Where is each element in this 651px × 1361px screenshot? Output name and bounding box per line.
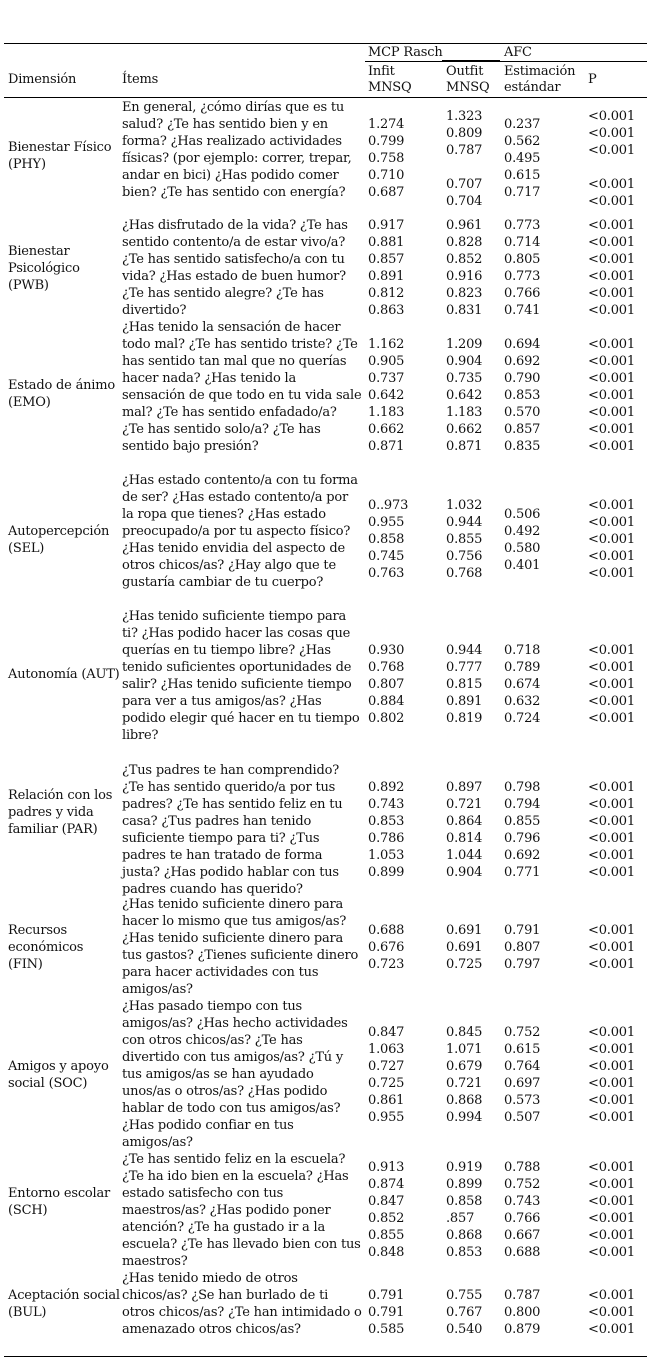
cell-value: 0.506 — [504, 507, 541, 522]
cell-value: 0.863 — [368, 303, 405, 318]
cell-value: <0.001 — [588, 1042, 635, 1057]
infit-mnsq-values — [368, 217, 404, 319]
cell-value: 0.794 — [504, 797, 541, 812]
cell-value: 0.745 — [368, 549, 405, 564]
cell-value: 0.892 — [368, 780, 405, 795]
cell-value: 0.735 — [446, 371, 483, 386]
cell-value: <0.001 — [588, 422, 635, 437]
cell-value: <0.001 — [588, 694, 635, 709]
cell-value: 0.615 — [504, 168, 541, 183]
cell-value: 0.707 — [446, 177, 483, 192]
cell-value: 0.662 — [368, 422, 405, 437]
cell-value: 0.786 — [368, 831, 405, 846]
cell-value: 1.053 — [368, 848, 405, 863]
cell-value: 0.642 — [368, 388, 405, 403]
cell-value: <0.001 — [588, 1305, 635, 1320]
cell-value: 0.858 — [446, 1194, 483, 1209]
cell-value: 0.871 — [446, 439, 483, 454]
cell-value: 1.162 — [368, 337, 405, 352]
cell-value: 1.044 — [446, 848, 483, 863]
cell-value: 0.919 — [446, 1160, 483, 1175]
header-infit-line1: Infit — [368, 64, 395, 79]
cell-value: 0.852 — [446, 252, 483, 267]
outfit-mnsq-values — [446, 1159, 482, 1261]
cell-value: 0.721 — [446, 1076, 483, 1091]
cell-value: 0.724 — [504, 711, 541, 726]
cell-value: <0.001 — [588, 235, 635, 250]
dimension-label: Relación con los padres y vida familiar (PAR) — [8, 788, 113, 837]
p-values — [588, 497, 635, 582]
items-text: ¿Has disfrutado de la vida? ¿Te has sentido contento/a de estar vivo/a? ¿Te has sentido satisfecho/a con tu vida? ¿Has estado de buen humor? ¿Te has sentido alegre? ¿Te has divertido? — [122, 218, 348, 318]
outfit-mnsq-values — [446, 779, 482, 881]
items-text: ¿Has tenido suficiente dinero para hacer lo mismo que tus amigos/as? ¿Has tenido suficiente dinero para tus gastos? ¿Tienes suficiente dinero para hacer actividades con tus amigos/as? — [122, 897, 359, 997]
cell-value: <0.001 — [588, 109, 635, 124]
cell-value: 0.718 — [504, 643, 541, 658]
cell-value: 0.819 — [446, 711, 483, 726]
p-values — [588, 336, 635, 455]
items-text: ¿Has tenido suficiente tiempo para ti? ¿Has podido hacer las cosas que querías en tu tiempo libre? ¿Has tenido suficientes oportunidades de salir? ¿Has tenido suficiente tiempo para ver a tus amigos/as? ¿Has podido elegir qué hacer en tu tiempo libre? — [122, 609, 360, 743]
cell-value: 0.771 — [504, 865, 541, 880]
cell-value: 0.773 — [504, 218, 541, 233]
cell-value: .857 — [446, 1211, 475, 1226]
cell-value: <0.001 — [588, 269, 635, 284]
cell-value: 0.874 — [368, 1177, 405, 1192]
cell-value: <0.001 — [588, 865, 635, 880]
header-infit-line2: MNSQ — [368, 80, 412, 95]
cell-value: 0.570 — [504, 405, 541, 420]
items-text: En general, ¿cómo dirías que es tu salud? ¿Te has sentido bien y en forma? ¿Has realizado actividades físicas? (por ejemplo: correr, trepar, andar en bici) ¿Has podido comer bien? ¿Te has sentido con energía? — [122, 100, 352, 200]
cell-value: <0.001 — [588, 1076, 635, 1091]
cell-value: 0.809 — [446, 126, 483, 141]
cell-value: <0.001 — [588, 660, 635, 675]
header-bottom-rule — [4, 97, 647, 98]
cell-value: <0.001 — [588, 532, 635, 547]
cell-value: 0.847 — [368, 1025, 405, 1040]
cell-value: 0.694 — [504, 337, 541, 352]
cell-value: 0.916 — [446, 269, 483, 284]
cell-value: 0.796 — [504, 831, 541, 846]
outfit-mnsq-values — [446, 922, 482, 973]
cell-value: 1.209 — [446, 337, 483, 352]
items-text: ¿Has tenido la sensación de hacer todo mal? ¿Te has sentido triste? ¿Te has sentido tan mal que no querías hacer nada? ¿Has tenido la sensación de que todo en tu vida sale mal? ¿Te has sentido enfadado/a? ¿Te has sentido solo/a? ¿Te has sentido bajo presión? — [122, 320, 362, 454]
cell-value: 0.847 — [368, 1194, 405, 1209]
cell-value: 0.766 — [504, 286, 541, 301]
cell-value: 0.835 — [504, 439, 541, 454]
cell-value: 0.807 — [368, 677, 405, 692]
header-outfit-line1: Outfit — [446, 64, 484, 79]
cell-value: 0.868 — [446, 1228, 483, 1243]
cell-value: <0.001 — [588, 1322, 635, 1337]
cell-value: 0.763 — [368, 566, 405, 581]
items-text: ¿Has pasado tiempo con tus amigos/as? ¿Has hecho actividades con otros chicos/as? ¿Te has divertido con tus amigos/as? ¿Tú y tus amigos/as se han ayudado unos/as o otros/as? ¿Has podido hablar de todo con tus amigos/as? ¿Has podido confiar en tus amigos/as? — [122, 999, 348, 1150]
outfit-mnsq-values — [446, 217, 482, 319]
cell-value: 0.944 — [446, 643, 483, 658]
cell-value: <0.001 — [588, 439, 635, 454]
cell-value: 1.323 — [446, 109, 483, 124]
cell-value: 0.917 — [368, 218, 405, 233]
cell-value: 0.899 — [368, 865, 405, 880]
infit-mnsq-values — [368, 336, 404, 455]
infit-mnsq-values — [368, 1024, 404, 1126]
items-text: ¿Tus padres te han comprendido? ¿Te has sentido querido/a por tus padres? ¿Te has sentido feliz en tu casa? ¿Tus padres han tenido suficiente tiempo para ti? ¿Tus padres te han tratado de forma justa? ¿Has podido hablar con tus padres cuando has querido? — [122, 763, 343, 897]
cell-value: 0.791 — [368, 1305, 405, 1320]
cell-value: 1.183 — [446, 405, 483, 420]
cell-value: 0.692 — [504, 354, 541, 369]
cell-value: 0.737 — [368, 371, 405, 386]
cell-value: 0.691 — [446, 923, 483, 938]
p-values — [588, 1159, 635, 1261]
cell-value: 0.791 — [504, 923, 541, 938]
standard-estimate-values — [504, 779, 540, 881]
cell-value: <0.001 — [588, 940, 635, 955]
cell-value: <0.001 — [588, 303, 635, 318]
cell-value: 0.674 — [504, 677, 541, 692]
cell-value: <0.001 — [588, 286, 635, 301]
cell-value: 0.899 — [446, 1177, 483, 1192]
header-dimension: Dimensión — [8, 72, 77, 87]
dimension-label: Estado de ánimo (EMO) — [8, 378, 115, 410]
cell-value: 0.857 — [368, 252, 405, 267]
cell-value: 0.823 — [446, 286, 483, 301]
cell-value: 0.852 — [368, 1211, 405, 1226]
cell-value: 0.687 — [368, 185, 405, 200]
cell-value: 0.814 — [446, 831, 483, 846]
standard-estimate-values — [504, 922, 540, 973]
items-text: ¿Has tenido miedo de otros chicos/as? ¿Se han burlado de ti otros chicos/as? ¿Te han intimidado o amenazado otros chicos/as? — [122, 1271, 362, 1337]
cell-value: 0.237 — [504, 117, 541, 132]
cell-value: 0..973 — [368, 498, 409, 513]
header-estimate-line1: Estimación — [504, 64, 576, 79]
cell-value: 0.879 — [504, 1322, 541, 1337]
cell-value: 0.743 — [368, 797, 405, 812]
cell-value: <0.001 — [588, 515, 635, 530]
cell-value: 0.904 — [446, 865, 483, 880]
cell-value: 0.714 — [504, 235, 541, 250]
infit-mnsq-values — [368, 779, 404, 881]
standard-estimate-values — [504, 506, 540, 574]
cell-value: 0.807 — [504, 940, 541, 955]
cell-value: <0.001 — [588, 126, 635, 141]
table-top-rule — [4, 43, 647, 44]
cell-value: <0.001 — [588, 1288, 635, 1303]
cell-value: <0.001 — [588, 252, 635, 267]
p-values — [588, 1287, 635, 1338]
cell-value: 0.913 — [368, 1160, 405, 1175]
dimension-label: Aceptación social (BUL) — [8, 1288, 120, 1320]
cell-value: 0.955 — [368, 515, 405, 530]
cell-value: 0.789 — [504, 660, 541, 675]
cell-value: 0.585 — [368, 1322, 405, 1337]
cell-value: 0.752 — [504, 1177, 541, 1192]
infit-mnsq-values — [368, 642, 404, 727]
cell-value: 0.904 — [446, 354, 483, 369]
cell-value: 0.955 — [368, 1110, 405, 1125]
cell-value: 0.773 — [504, 269, 541, 284]
group-divider-thick — [442, 60, 500, 62]
dimension-label: Bienestar Psicológico (PWB) — [8, 244, 80, 293]
outfit-mnsq-values — [446, 1024, 482, 1126]
dimension-label: Entorno escolar (SCH) — [8, 1186, 111, 1218]
cell-value: 0.853 — [446, 1245, 483, 1260]
cell-value: <0.001 — [588, 1059, 635, 1074]
standard-estimate-values — [504, 642, 540, 727]
cell-value: 0.831 — [446, 303, 483, 318]
standard-estimate-values — [504, 1024, 540, 1126]
cell-value: 0.791 — [368, 1288, 405, 1303]
cell-value: 1.063 — [368, 1042, 405, 1057]
cell-value: 0.492 — [504, 524, 541, 539]
cell-value: 0.688 — [504, 1245, 541, 1260]
cell-value: 0.802 — [368, 711, 405, 726]
cell-value: <0.001 — [588, 643, 635, 658]
cell-value: <0.001 — [588, 143, 635, 158]
cell-value: 0.799 — [368, 134, 405, 149]
cell-value: 0.861 — [368, 1093, 405, 1108]
cell-value: <0.001 — [588, 677, 635, 692]
header-group-rasch: MCP Rasch — [368, 45, 443, 60]
cell-value — [588, 159, 635, 176]
cell-value: 0.743 — [504, 1194, 541, 1209]
cell-value: 1.183 — [368, 405, 405, 420]
cell-value: <0.001 — [588, 1160, 635, 1175]
cell-value: 0.767 — [446, 1305, 483, 1320]
dimension-label: Autopercepción (SEL) — [8, 524, 110, 556]
cell-value: 0.704 — [446, 194, 483, 209]
cell-value: 0.897 — [446, 780, 483, 795]
cell-value: <0.001 — [588, 1194, 635, 1209]
cell-value: <0.001 — [588, 814, 635, 829]
cell-value: 0.676 — [368, 940, 405, 955]
p-values — [588, 217, 635, 319]
cell-value: 0.692 — [504, 848, 541, 863]
cell-value: 0.725 — [368, 1076, 405, 1091]
p-values — [588, 642, 635, 727]
cell-value: <0.001 — [588, 711, 635, 726]
standard-estimate-values — [504, 1159, 540, 1261]
dimension-label: Autonomía (AUT) — [8, 667, 120, 682]
cell-value: 0.853 — [504, 388, 541, 403]
cell-value: 0.752 — [504, 1025, 541, 1040]
cell-value: <0.001 — [588, 797, 635, 812]
outfit-mnsq-values — [446, 497, 482, 582]
standard-estimate-values — [504, 336, 540, 455]
cell-value: <0.001 — [588, 1228, 635, 1243]
outfit-mnsq-values — [446, 108, 482, 210]
cell-value: <0.001 — [588, 1025, 635, 1040]
cell-value: 0.881 — [368, 235, 405, 250]
cell-value: 0.756 — [446, 549, 483, 564]
p-values — [588, 108, 635, 210]
cell-value: 0.758 — [368, 151, 405, 166]
cell-value: 0.679 — [446, 1059, 483, 1074]
cell-value — [446, 159, 482, 176]
standard-estimate-values — [504, 1287, 540, 1338]
cell-value: <0.001 — [588, 1110, 635, 1125]
cell-value: 0.800 — [504, 1305, 541, 1320]
cell-value: 0.871 — [368, 439, 405, 454]
cell-value: 0.790 — [504, 371, 541, 386]
cell-value: 0.717 — [504, 185, 541, 200]
infit-mnsq-values — [368, 116, 404, 201]
cell-value: <0.001 — [588, 831, 635, 846]
cell-value: <0.001 — [588, 388, 635, 403]
cell-value: 0.721 — [446, 797, 483, 812]
p-values — [588, 922, 635, 973]
cell-value: <0.001 — [588, 177, 635, 192]
cell-value: 0.540 — [446, 1322, 483, 1337]
items-text: ¿Has estado contento/a con tu forma de ser? ¿Has estado contento/a por la ropa que tienes? ¿Has estado preocupado/a por tu aspecto físico? ¿Has tenido envidia del aspecto de otros chicos/as? ¿Hay algo que te gustaría cambiar de tu cuerpo? — [122, 473, 358, 590]
infit-mnsq-values — [368, 922, 404, 973]
cell-value: 1.032 — [446, 498, 483, 513]
cell-value: 0.930 — [368, 643, 405, 658]
cell-value: 0.755 — [446, 1288, 483, 1303]
dimension-label: Recursos económicos (FIN) — [8, 923, 84, 972]
outfit-mnsq-values — [446, 642, 482, 727]
cell-value: 0.787 — [446, 143, 483, 158]
cell-value: 0.768 — [368, 660, 405, 675]
cell-value: <0.001 — [588, 780, 635, 795]
cell-value: 0.662 — [446, 422, 483, 437]
standard-estimate-values — [504, 116, 540, 201]
cell-value: <0.001 — [588, 549, 635, 564]
cell-value: <0.001 — [588, 848, 635, 863]
cell-value: 0.787 — [504, 1288, 541, 1303]
cell-value: 1.274 — [368, 117, 405, 132]
infit-mnsq-values — [368, 497, 408, 582]
cell-value: 0.788 — [504, 1160, 541, 1175]
cell-value: 0.855 — [504, 814, 541, 829]
cell-value: 0.766 — [504, 1211, 541, 1226]
cell-value: 0.858 — [368, 532, 405, 547]
cell-value: 0.691 — [446, 940, 483, 955]
cell-value: 0.848 — [368, 1245, 405, 1260]
cell-value: <0.001 — [588, 957, 635, 972]
cell-value: 0.573 — [504, 1093, 541, 1108]
cell-value: <0.001 — [588, 566, 635, 581]
p-values — [588, 779, 635, 881]
outfit-mnsq-values — [446, 336, 482, 455]
cell-value: <0.001 — [588, 1177, 635, 1192]
cell-value: 0.764 — [504, 1059, 541, 1074]
cell-value: 0.868 — [446, 1093, 483, 1108]
cell-value: 0.798 — [504, 780, 541, 795]
cell-value: 0.688 — [368, 923, 405, 938]
header-items: Ítems — [122, 72, 159, 87]
cell-value: <0.001 — [588, 405, 635, 420]
infit-mnsq-values — [368, 1159, 404, 1261]
cell-value: <0.001 — [588, 371, 635, 386]
cell-value: 0.884 — [368, 694, 405, 709]
cell-value: 0.615 — [504, 1042, 541, 1057]
cell-value: 0.580 — [504, 541, 541, 556]
cell-value: 1.071 — [446, 1042, 483, 1057]
header-outfit-line2: MNSQ — [446, 80, 490, 95]
cell-value: 0.768 — [446, 566, 483, 581]
header-group-afc: AFC — [504, 45, 532, 60]
cell-value: 0.812 — [368, 286, 405, 301]
cell-value: 0.697 — [504, 1076, 541, 1091]
standard-estimate-values — [504, 217, 540, 319]
cell-value: <0.001 — [588, 1211, 635, 1226]
cell-value: <0.001 — [588, 1093, 635, 1108]
cell-value: 0.495 — [504, 151, 541, 166]
cell-value: 0.905 — [368, 354, 405, 369]
cell-value: 0.994 — [446, 1110, 483, 1125]
cell-value: 0.632 — [504, 694, 541, 709]
dimension-label: Amigos y apoyo social (SOC) — [8, 1059, 109, 1091]
cell-value: 0.562 — [504, 134, 541, 149]
cell-value: 0.853 — [368, 814, 405, 829]
cell-value: 0.828 — [446, 235, 483, 250]
cell-value: <0.001 — [588, 218, 635, 233]
cell-value: 0.797 — [504, 957, 541, 972]
cell-value: <0.001 — [588, 337, 635, 352]
cell-value: 0.891 — [368, 269, 405, 284]
cell-value: 0.741 — [504, 303, 541, 318]
cell-value: 0.815 — [446, 677, 483, 692]
cell-value: 0.855 — [368, 1228, 405, 1243]
cell-value: <0.001 — [588, 194, 635, 209]
cell-value: 0.777 — [446, 660, 483, 675]
cell-value: 0.805 — [504, 252, 541, 267]
cell-value: 0.855 — [446, 532, 483, 547]
group-header-rule — [365, 61, 647, 62]
cell-value: 0.667 — [504, 1228, 541, 1243]
cell-value: 0.507 — [504, 1110, 541, 1125]
cell-value: 0.857 — [504, 422, 541, 437]
cell-value: 0.891 — [446, 694, 483, 709]
cell-value: 0.401 — [504, 558, 541, 573]
cell-value: 0.864 — [446, 814, 483, 829]
cell-value: 0.725 — [446, 957, 483, 972]
cell-value: <0.001 — [588, 923, 635, 938]
header-estimate-line2: estándar — [504, 80, 561, 95]
cell-value: <0.001 — [588, 1245, 635, 1260]
cell-value: 0.944 — [446, 515, 483, 530]
infit-mnsq-values — [368, 1287, 404, 1338]
dimension-label: Bienestar Físico (PHY) — [8, 140, 112, 172]
cell-value: 0.961 — [446, 218, 483, 233]
header-p: P — [588, 72, 597, 87]
cell-value: 0.710 — [368, 168, 405, 183]
cell-value: 0.845 — [446, 1025, 483, 1040]
cell-value: <0.001 — [588, 498, 635, 513]
cell-value: 0.642 — [446, 388, 483, 403]
cell-value: <0.001 — [588, 354, 635, 369]
cell-value: 0.723 — [368, 957, 405, 972]
cell-value: 0.727 — [368, 1059, 405, 1074]
items-text: ¿Te has sentido feliz en la escuela? ¿Te ha ido bien en la escuela? ¿Has estado satisfecho con tus maestros/as? ¿Has podido poner atención? ¿Te ha gustado ir a la escuela? ¿Te has llevado bien con tus maestros? — [122, 1152, 361, 1269]
table-bottom-rule — [4, 1356, 647, 1357]
p-values — [588, 1024, 635, 1126]
outfit-mnsq-values — [446, 1287, 482, 1338]
